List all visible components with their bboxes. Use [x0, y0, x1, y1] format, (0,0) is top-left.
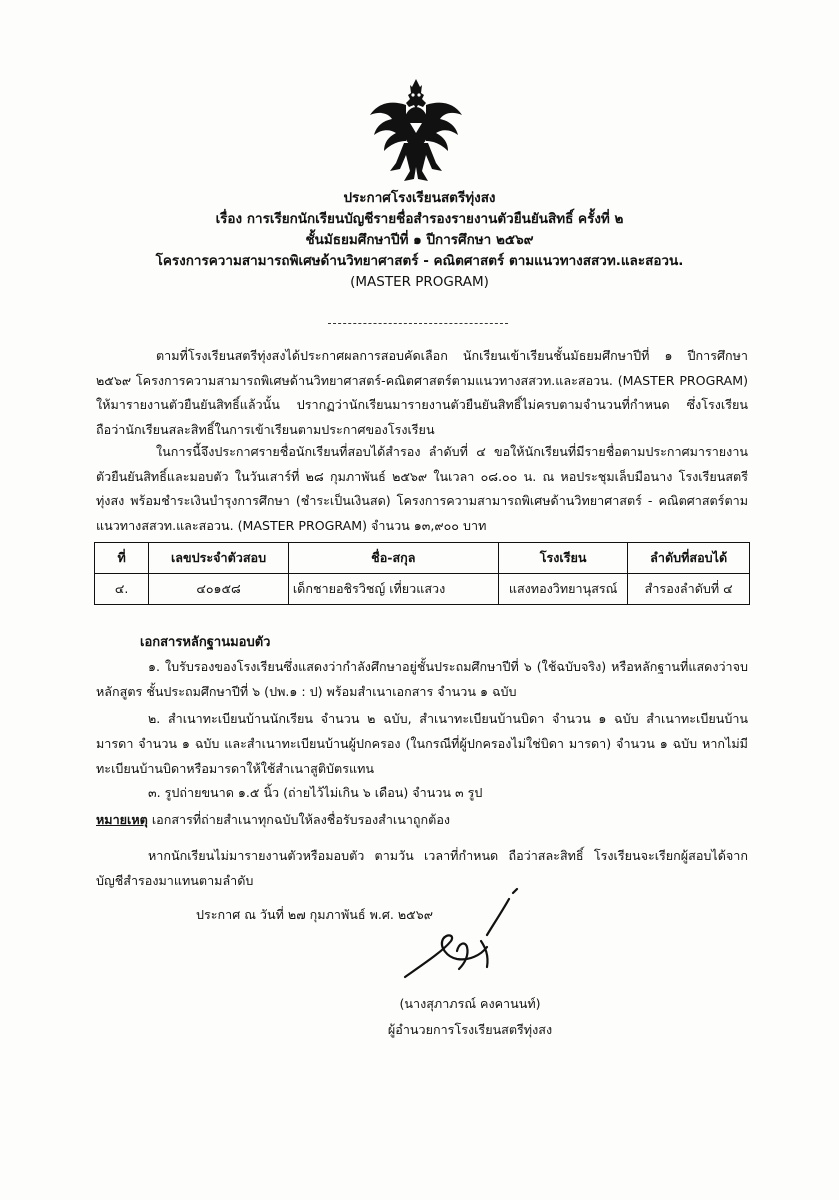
document-item-3: ๓. รูปถ่ายขนาด ๑.๕ นิ้ว (ถ่ายไว้ไม่เกิน ๖ เดือน) จำนวน ๓ รูป	[148, 785, 483, 800]
note	[96, 810, 450, 830]
announcement-program-name: (MASTER PROGRAM)	[350, 274, 489, 290]
signatory-position: ผู้อำนวยการโรงเรียนสตรีทุ่งสง	[387, 1022, 553, 1037]
cell-no: ๔.	[95, 574, 149, 605]
col-header-school: โรงเรียน	[498, 543, 628, 574]
col-header-name: ชื่อ-สกุล	[288, 543, 498, 574]
col-header-rank: ลำดับที่สอบได้	[628, 543, 750, 574]
cell-school: แสงทองวิทยานุสรณ์	[498, 574, 628, 605]
documents-heading: เอกสารหลักฐานมอบตัว	[140, 635, 271, 650]
body-paragraph-1: ตามที่โรงเรียนสตรีทุ่งสงได้ประกาศผลการสอบคัดเลือก นักเรียนเข้าเรียนชั้นมัธยมศึกษาปีที่ ๑ ปีการศึกษา ๒๕๖๙ โครงการความสามารถพิเศษด้านวิทยาศาสตร์-คณิตศาสตร์ตามแนวทางสสวท.และสอวน. (MASTER PROGRAM) ให้มารายงานตัวยืนยันสิทธิ์แล้วนั้น ปรากฏว่านักเรียนมารายงานตัวยืนยันสิทธิ์ไม่ครบตามจำนวนที่กำหนด ซึ่งโรงเรียนถือว่านักเรียนสละสิทธิ์ในการเข้าเรียนตามประกาศของโรงเรียน	[96, 348, 748, 437]
document-item-2: ๒. สำเนาทะเบียนบ้านนักเรียน จำนวน ๒ ฉบับ, สำเนาทะเบียนบ้านบิดา จำนวน ๑ ฉบับ สำเนาทะเบียนบ้านมารดา จำนวน ๑ ฉบับ และสำเนาทะเบียนบ้านผู้ปกครอง (ในกรณีที่ผู้ปกครองไม่ใช่บิดา มารดา) จำนวน ๑ ฉบับ หากไม่มีทะเบียนบ้านบิดาหรือมารดาให้ใช้สำเนาสูติบัตรแทน	[96, 711, 748, 776]
announcement-title: ประกาศโรงเรียนสตรีทุ่งสง	[343, 190, 496, 206]
announcement-grade-year: ชั้นมัธยมศึกษาปีที่ ๑ ปีการศึกษา ๒๕๖๙	[305, 232, 534, 248]
cell-name: เด็กชายอชิรวิชญ์ เที่ยวแสวง	[288, 574, 498, 605]
col-header-no: ที่	[95, 543, 149, 574]
cell-rank: สำรองลำดับที่ ๔	[628, 574, 750, 605]
note-text: เอกสารที่ถ่ายสำเนาทุกฉบับให้ลงชื่อรับรองสำเนาถูกต้อง	[147, 812, 451, 827]
document-item-1: ๑. ใบรับรองของโรงเรียนซึ่งแสดงว่ากำลังศึกษาอยู่ชั้นประถมศึกษาปีที่ ๖ (ใช้ฉบับจริง) หรือหลักฐานที่แสดงว่าจบหลักสูตร ชั้นประถมศึกษาปีที่ ๖ (ปพ.๑ : ป) พร้อมสำเนาเอกสาร จำนวน ๑ ฉบับ	[96, 659, 748, 699]
col-header-exam-id: เลขประจำตัวสอบ	[149, 543, 289, 574]
table-row	[95, 574, 750, 605]
signature	[395, 885, 525, 995]
announcement-date: ประกาศ ณ วันที่ ๒๗ กุมภาพันธ์ พ.ศ. ๒๕๖๙	[196, 907, 433, 922]
body-paragraph-2: ในการนี้จึงประกาศรายชื่อนักเรียนที่สอบได้สำรอง ลำดับที่ ๔ ขอให้นักเรียนที่มีรายชื่อตามประกาศมารายงานตัวยืนยันสิทธิ์และมอบตัว ในวันเสาร์ที่ ๒๘ กุมภาพันธ์ ๒๕๖๙ ในเวลา ๐๘.๐๐ น. ณ หอประชุมเล็บมือนาง โรงเรียนสตรีทุ่งสง พร้อมชำระเงินบำรุงการศึกษา (ชำระเป็นเงินสด) โครงการความสามารถพิเศษด้านวิทยาศาสตร์ - คณิตศาสตร์ตามแนวทางสสวท.และสอวน. (MASTER PROGRAM) จำนวน ๑๓,๙๐๐ บาท	[96, 444, 748, 533]
garuda-emblem	[366, 75, 466, 185]
cell-exam-id: ๔๐๑๕๘	[149, 574, 289, 605]
student-table	[94, 542, 750, 605]
header-divider	[328, 323, 508, 324]
announcement-subject: เรื่อง การเรียกนักเรียนบัญชีรายชื่อสำรองรายงานตัวยืนยันสิทธิ์ ครั้งที่ ๒	[215, 211, 624, 227]
note-label: หมายเหตุ	[96, 812, 148, 827]
table-header-row	[95, 543, 750, 574]
closing-paragraph: หากนักเรียนไม่มารายงานตัวหรือมอบตัว ตามวัน เวลาที่กำหนด ถือว่าสละสิทธิ์ โรงเรียนจะเรียกผู้สอบได้จากบัญชีสำรองมาแทนตามลำดับ	[96, 848, 748, 888]
signatory-name: (นางสุภาภรณ์ คงคานนท์)	[399, 996, 541, 1011]
announcement-program: โครงการความสามารถพิเศษด้านวิทยาศาสตร์ - คณิตศาสตร์ ตามแนวทางสสวท.และสอวน.	[155, 253, 684, 269]
